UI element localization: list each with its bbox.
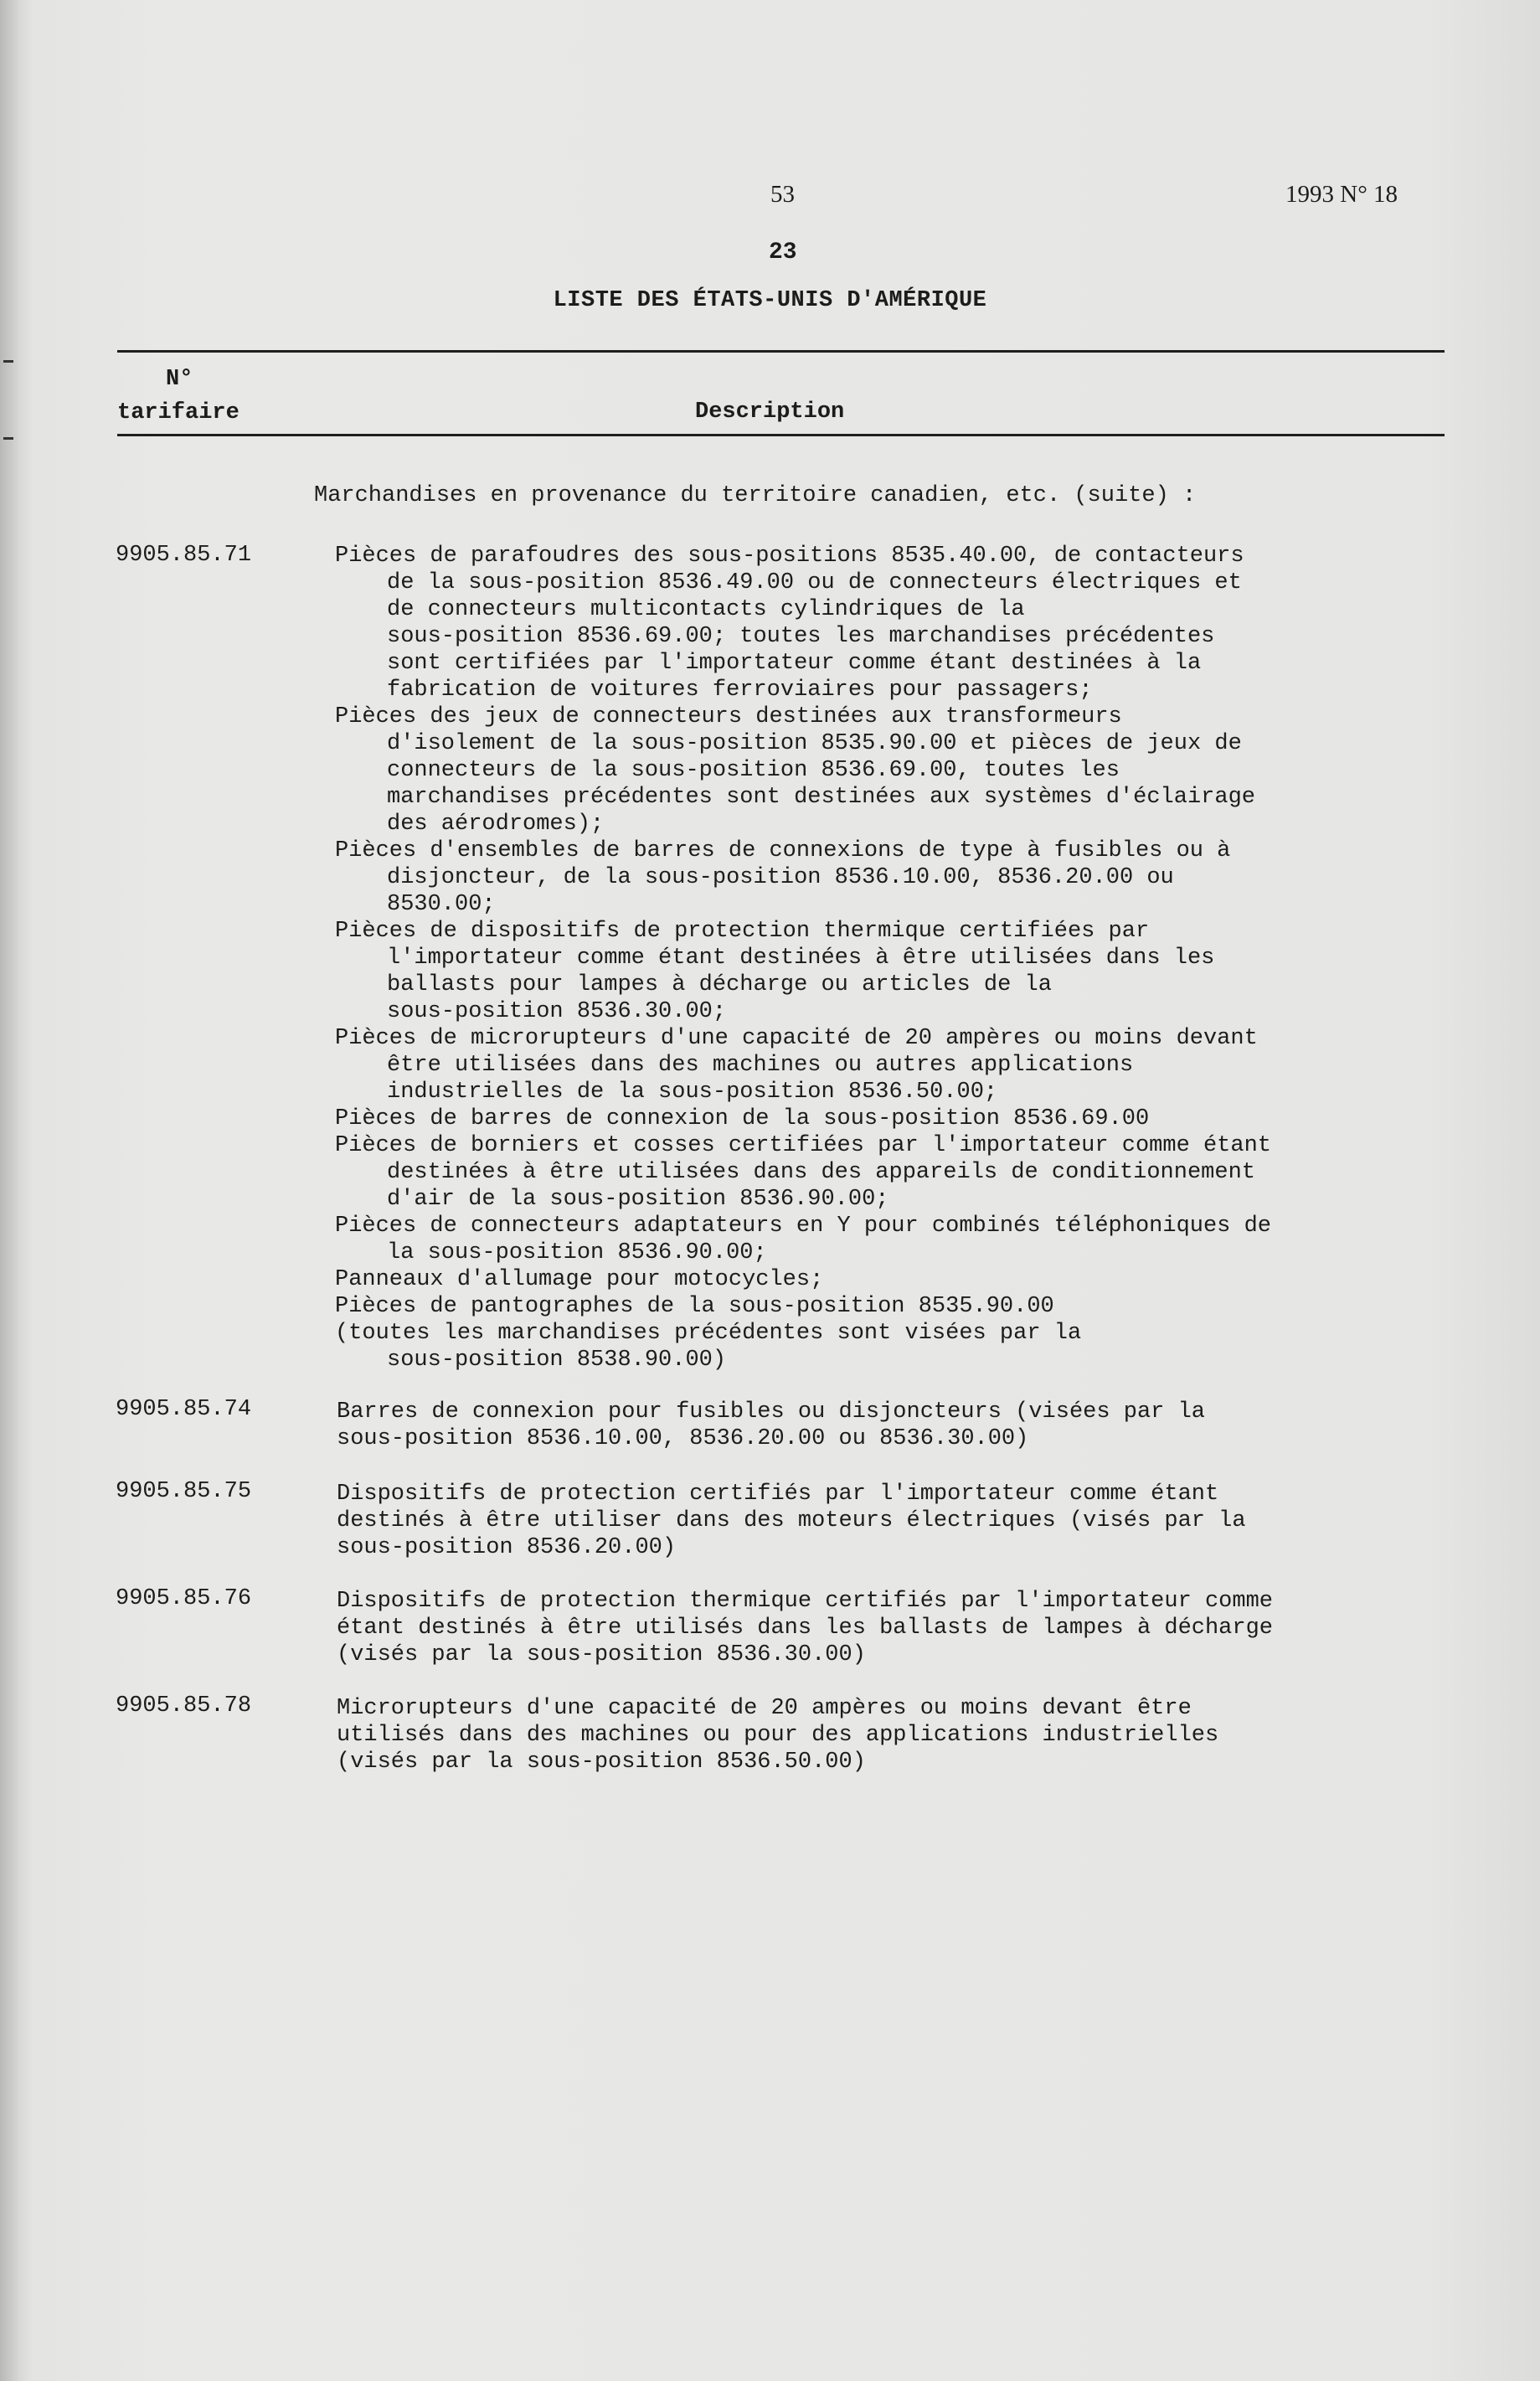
description-line: sous-position 8536.30.00;	[387, 999, 727, 1024]
description-line: sous-position 8538.90.00)	[387, 1348, 727, 1373]
description-line: (visés par la sous-position 8536.30.00)	[337, 1642, 866, 1667]
description-line: sous-position 8536.69.00; toutes les marchandises précédentes	[387, 624, 1215, 649]
tariff-number: 9905.85.78	[116, 1693, 252, 1719]
description-line: la sous-position 8536.90.00;	[387, 1240, 767, 1265]
description-line: fabrication de voitures ferroviaires pour passagers;	[387, 678, 1093, 703]
description-line: Pièces de parafoudres des sous-positions 8535.40.00, de contacteurs	[335, 544, 1244, 569]
description-line: de connecteurs multicontacts cylindriques de la	[387, 597, 1025, 622]
description-line: Dispositifs de protection thermique certifiés par l'importateur comme	[337, 1589, 1273, 1614]
description-line: Pièces de pantographes de la sous-position 8535.90.00	[335, 1294, 1054, 1319]
description-line: être utilisées dans des machines ou autres applications	[387, 1053, 1134, 1078]
gazette-number: 1993 N° 18	[1285, 181, 1398, 208]
description-line: sous-position 8536.10.00, 8536.20.00 ou 8536.30.00)	[337, 1426, 1029, 1451]
description-line: connecteurs de la sous-position 8536.69.00, toutes les	[387, 758, 1120, 783]
entry-description	[335, 543, 1271, 1373]
entry-description	[337, 1481, 1246, 1561]
description-line: Microrupteurs d'une capacité de 20 ampères ou moins devant être	[337, 1696, 1192, 1721]
description-line: industrielles de la sous-position 8536.50.00;	[387, 1080, 998, 1105]
page-number: 53	[770, 181, 795, 208]
intro-text: Marchandises en provenance du territoire canadien, etc. (suite) :	[314, 483, 1197, 508]
description-line: Barres de connexion pour fusibles ou disjoncteurs (visées par la	[337, 1399, 1205, 1425]
description-line: utilisés dans des machines ou pour des applications industrielles	[337, 1723, 1219, 1748]
description-line: étant destinés à être utilisés dans les ballasts de lampes à décharge	[337, 1616, 1273, 1641]
description-line: des aérodromes);	[387, 812, 605, 837]
description-line: Pièces de barres de connexion de la sous-position 8536.69.00	[335, 1106, 1150, 1131]
description-line: d'isolement de la sous-position 8535.90.00 et pièces de jeux de	[387, 731, 1242, 756]
description-line: (visés par la sous-position 8536.50.00)	[337, 1750, 866, 1775]
table-header-rule	[117, 434, 1445, 436]
page-binding-edge	[0, 0, 18, 2381]
table-top-rule	[117, 350, 1445, 353]
column-header-description: Description	[695, 399, 845, 425]
description-line: Pièces de dispositifs de protection thermique certifiées par	[335, 919, 1150, 944]
description-line: destinés à être utiliser dans des moteurs électriques (visés par la	[337, 1508, 1246, 1533]
entry-description	[337, 1399, 1205, 1452]
column-header-tariff	[117, 363, 239, 430]
entry-description	[337, 1695, 1218, 1775]
description-line: Panneaux d'allumage pour motocycles;	[335, 1267, 824, 1292]
margin-mark	[3, 360, 13, 363]
tariff-number: 9905.85.75	[116, 1479, 252, 1504]
description-line: (toutes les marchandises précédentes sont visées par la	[335, 1321, 1082, 1346]
description-line: de la sous-position 8536.49.00 ou de connecteurs électriques et	[387, 570, 1242, 595]
description-line: d'air de la sous-position 8536.90.00;	[387, 1187, 889, 1212]
schedule-number: 23	[769, 240, 797, 265]
tariff-number: 9905.85.76	[116, 1586, 252, 1611]
column-header-tariff-line1: N°	[166, 367, 193, 392]
entry-description	[337, 1588, 1273, 1668]
description-line: ballasts pour lampes à décharge ou articles de la	[387, 972, 1052, 997]
tariff-number: 9905.85.71	[116, 543, 252, 568]
description-line: Pièces d'ensembles de barres de connexions de type à fusibles ou à	[335, 838, 1231, 863]
description-line: Pièces de microrupteurs d'une capacité de 20 ampères ou moins devant	[335, 1026, 1258, 1051]
description-line: 8530.00;	[387, 892, 496, 917]
column-header-tariff-line2: tarifaire	[117, 400, 239, 425]
description-line: Pièces de borniers et cosses certifiées par l'importateur comme étant	[335, 1133, 1271, 1158]
description-line: destinées à être utilisées dans des appareils de conditionnement	[387, 1160, 1255, 1185]
description-line: Dispositifs de protection certifiés par l'importateur comme étant	[337, 1482, 1219, 1507]
margin-mark	[3, 437, 13, 440]
description-line: marchandises précédentes sont destinées aux systèmes d'éclairage	[387, 785, 1255, 810]
description-line: sont certifiées par l'importateur comme étant destinées à la	[387, 651, 1202, 676]
description-line: sous-position 8536.20.00)	[337, 1535, 677, 1560]
description-line: Pièces de connecteurs adaptateurs en Y pour combinés téléphoniques de	[335, 1214, 1271, 1239]
description-line: l'importateur comme étant destinées à être utilisées dans les	[387, 946, 1215, 971]
tariff-number: 9905.85.74	[116, 1397, 252, 1422]
description-line: Pièces des jeux de connecteurs destinées aux transformeurs	[335, 704, 1122, 729]
schedule-title: LISTE DES ÉTATS-UNIS D'AMÉRIQUE	[553, 288, 987, 313]
description-line: disjoncteur, de la sous-position 8536.10.00, 8536.20.00 ou	[387, 865, 1174, 890]
